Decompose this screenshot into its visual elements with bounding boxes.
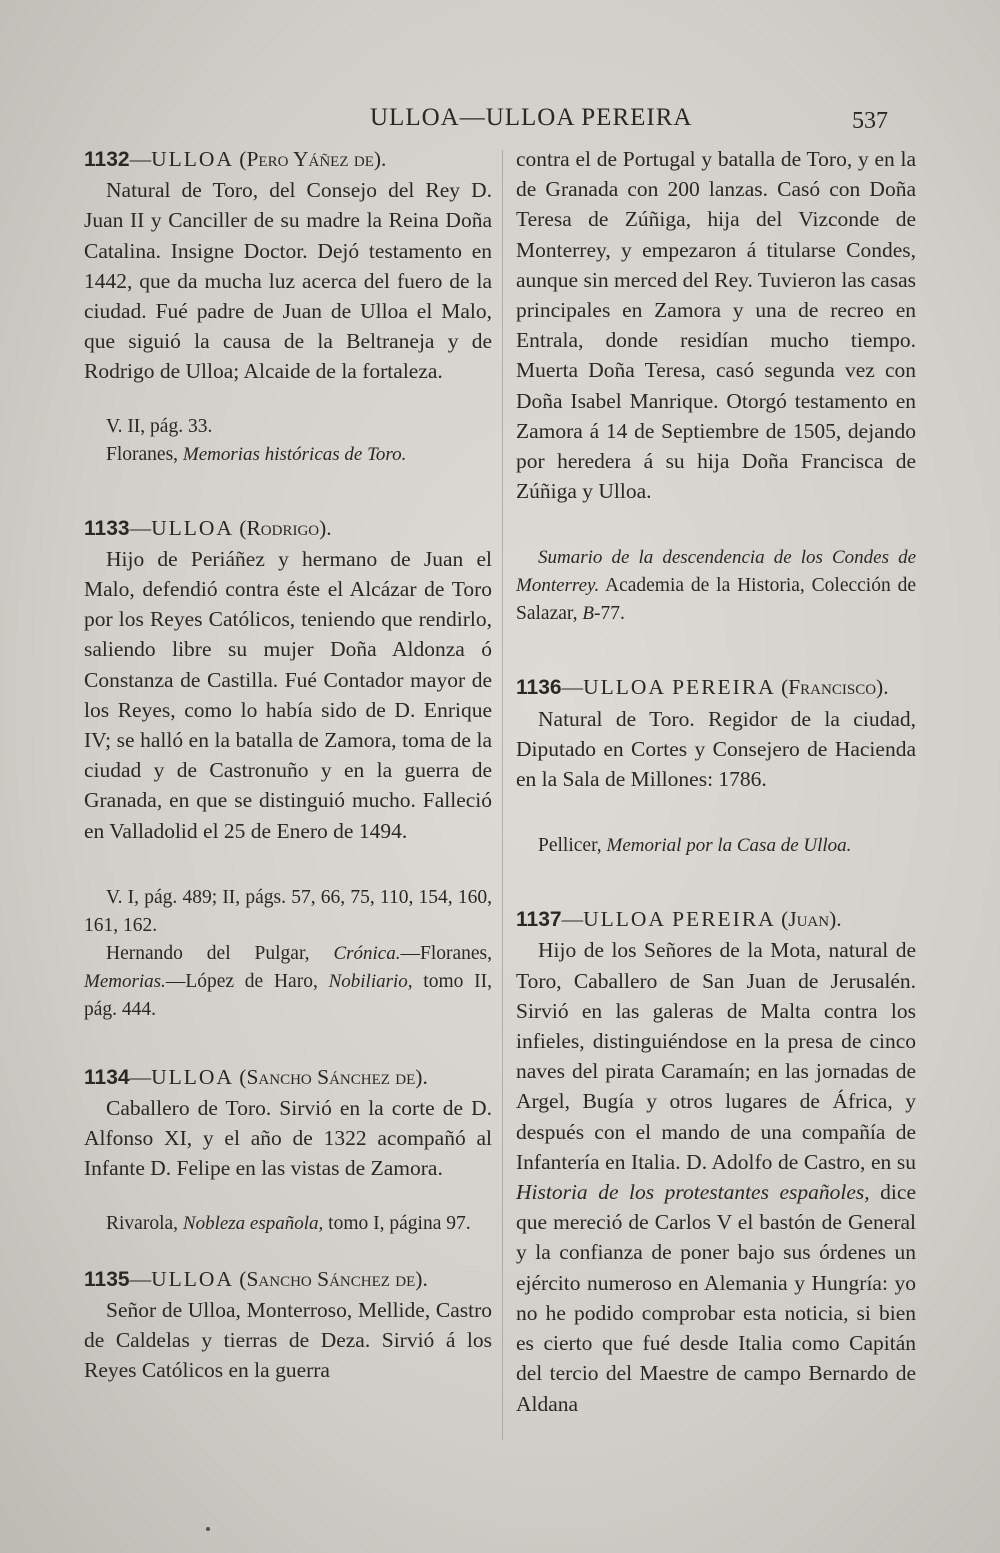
entry-heading: 1137—ULLOA PEREIRA (Juan). — [516, 907, 842, 932]
entry-qualifier: (Francisco). — [781, 675, 889, 700]
entry-number: 1137 — [516, 908, 562, 932]
column-divider — [502, 150, 503, 1440]
entry-reference: Pellicer, Memorial por la Casa de Ulloa. — [538, 835, 852, 857]
entry-number: 1133 — [84, 516, 130, 540]
entry-1135 — [84, 1264, 492, 1386]
entry-qualifier: (Juan). — [781, 907, 842, 932]
entry-reference: V. I, pág. 489; II, págs. 57, 66, 75, 110, 154, 160, 161, 162. — [84, 886, 492, 936]
page-header — [0, 104, 1000, 140]
entry-qualifier: (Rodrigo). — [239, 515, 332, 540]
entry-heading: 1135—ULLOA (Sancho Sánchez de). — [84, 1266, 428, 1291]
entry-heading: 1133—ULLOA (Rodrigo). — [84, 515, 332, 540]
entry-text: Caballero de Toro. Sirvió en la corte de D. Alfonso XI, y el año de 1322 acompañó al Infante D. Felipe en las vistas de Zamora. — [84, 1096, 492, 1181]
entry-text: Hijo de Periáñez y hermano de Juan el Malo, defendió contra éste el Alcázar de Toro por los Reyes Católicos, teniendo que rendirlo, saliendo libre su mujer Doña Aldonza ó Constanza de Castilla. Fué Contador mayor de los Reyes, como lo había sido de D. Enrique IV; se halló en la batalla de Zamora, toma de la ciudad y de Castronuño y en la guerra de Granada, en que se distinguió mucho. Falleció en Valladolid el 25 de Enero de 1494. — [84, 546, 492, 843]
entry-name: ULLOA — [151, 147, 234, 171]
entry-qualifier: (Sancho Sánchez de). — [239, 1266, 428, 1291]
right-column — [516, 144, 916, 1419]
entry-text: contra el de Portugal y batalla de Toro, y en la de Granada con 200 lanzas. Casó con Doña Teresa de Zúñiga, hija del Vizconde de Monterrey, y empezaron á titularse Condes, aunque sin merced del Rey. Tuvieron las casas principales en Zamora y una de recreo en Entrala, donde residían mucho tiempo. Muerta Doña Teresa, casó segunda vez con Doña Isabel Manrique. Otorgó testamento en Zamora á 14 de Septiembre de 1505, dejando por heredera á su hija Doña Francisca de Zúñiga y Ulloa. — [516, 147, 916, 504]
entry-reference: Hernando del Pulgar, Crónica.—Floranes, Memorias.—López de Haro, Nobiliario, tomo II, pág. 444. — [84, 942, 493, 1020]
left-column — [84, 144, 492, 1385]
entry-reference: Sumario de la descendencia de los Condes de Monterrey. Academia de la Historia, Colección de Salazar, B-77. — [516, 547, 916, 625]
entry-reference: V. II, pág. 33. — [106, 415, 213, 437]
entry-1133 — [84, 513, 492, 1024]
entry-qualifier: (Pero Yáñez de). — [239, 147, 387, 171]
entry-name: ULLOA PEREIRA — [583, 675, 776, 700]
entry-qualifier: (Sancho Sánchez de). — [239, 1064, 428, 1089]
entry-number: 1134 — [84, 1065, 130, 1089]
entry-text: Señor de Ulloa, Monterroso, Mellide, Castro de Caldelas y tierras de Deza. Sirvió á los Reyes Católicos en la guerra — [84, 1297, 492, 1383]
entry-reference: Floranes, Memorias históricas de Toro. — [106, 443, 407, 465]
entry-number: 1135 — [84, 1267, 130, 1291]
entry-1137 — [516, 904, 916, 1418]
entry-1132 — [84, 144, 492, 469]
entry-text: Natural de Toro. Regidor de la ciudad, Diputado en Cortes y Consejero de Hacienda en la Sala de Millones: 1786. — [516, 706, 916, 792]
entry-1136 — [516, 672, 916, 860]
entry-text: Hijo de los Señores de la Mota, natural de Toro, Caballero de San Juan de Jerusalén. Sirvió en las galeras de Malta contra los infieles, distinguiéndose en la presa de cinco naves del pirata Caramaín; en las jornadas de Argel, Bugía y otros lugares de África, y después con el mando de una compañía de Infantería en Italia. D. Adolfo de Castro, en su Historia de los protestantes españoles, dice que mereció de Carlos V el bastón de General y la confianza de poner bajo sus órdenes un ejército numeroso en Alemania y Hungría: yo no he podido comprobar esta noticia, si bien es cierto que fué desde Italia como Capitán del tercio del Maestre de campo Bernardo de Aldana — [516, 938, 916, 1416]
ink-speck — [206, 1527, 210, 1531]
entry-name: ULLOA PEREIRA — [583, 907, 776, 932]
entry-name: ULLOA — [151, 1064, 234, 1089]
entry-name: ULLOA — [151, 1266, 234, 1291]
entry-text: Natural de Toro, del Consejo del Rey D. Juan II y Canciller de su madre la Reina Doña Catalina. Insigne Doctor. Dejó testamento en 1442, que da mucha luz acerca del fuero de la ciudad. Fué padre de Juan de Ulloa el Malo, que siguió la causa de la Beltraneja y de Rodrigo de Ulloa; Alcaide de la fortaleza. — [84, 178, 492, 384]
entry-1134 — [84, 1062, 492, 1238]
page-number: 537 — [852, 108, 888, 134]
entry-reference: Rivarola, Nobleza española, tomo I, página 97. — [106, 1212, 471, 1234]
entry-heading: 1132—ULLOA (Pero Yáñez de). — [84, 147, 387, 171]
entry-number: 1136 — [516, 676, 562, 700]
running-head: ULLOA—ULLOA PEREIRA — [370, 104, 693, 131]
entry-heading: 1134—ULLOA (Sancho Sánchez de). — [84, 1064, 428, 1089]
entry-heading: 1136—ULLOA PEREIRA (Francisco). — [516, 675, 889, 700]
entry-number: 1132 — [84, 148, 130, 171]
entry-1135-continued — [516, 144, 916, 628]
entry-name: ULLOA — [151, 515, 234, 540]
